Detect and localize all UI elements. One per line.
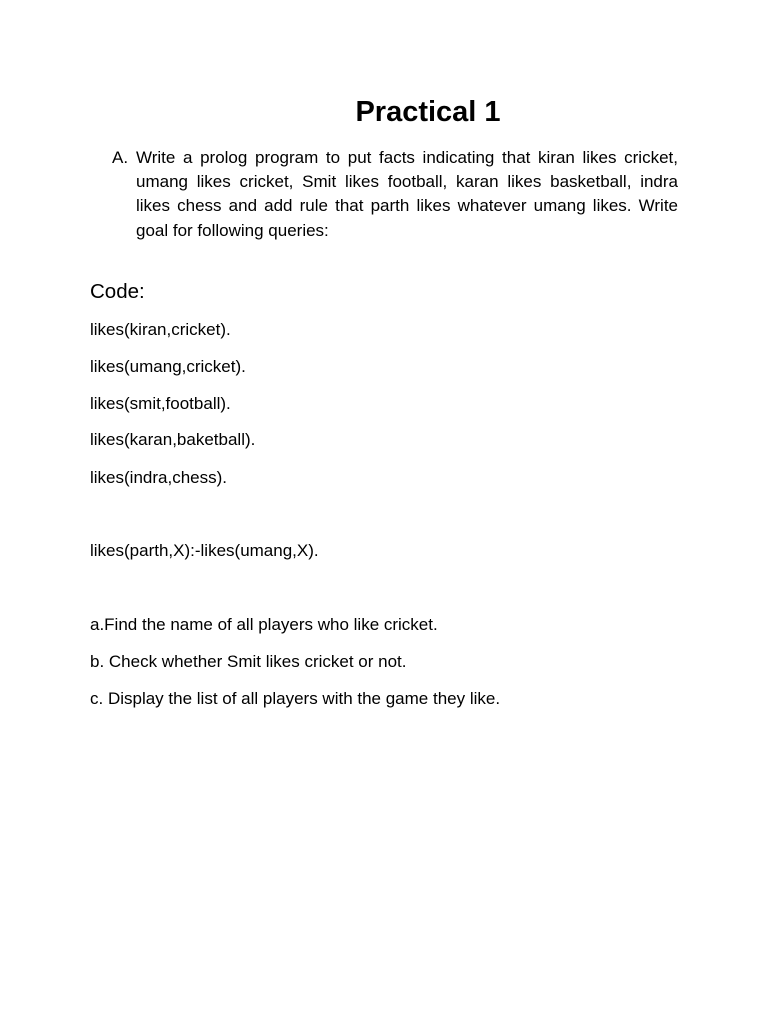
code-fact-line: likes(kiran,cricket). — [90, 320, 231, 339]
code-fact-line: likes(karan,baketball). — [90, 430, 256, 449]
list-marker: A. — [112, 148, 129, 167]
code-fact-line: likes(smit,football). — [90, 394, 231, 413]
page-title: Practical 1 — [355, 96, 501, 128]
code-fact-line: likes(indra,chess). — [90, 468, 227, 487]
query-item: a.Find the name of all players who like cricket. — [90, 615, 438, 634]
query-item: c. Display the list of all players with the game they like. — [90, 689, 501, 708]
code-fact-line: likes(umang,cricket). — [90, 357, 246, 376]
code-heading: Code: — [90, 280, 145, 303]
question-text: Write a prolog program to put facts indicating that kiran likes cricket, umang likes cricket, Smit likes football, karan likes basketball, indra likes chess and add rule that parth likes whatever umang likes. Write goal for following queries: — [136, 148, 678, 240]
code-rule-line: likes(parth,X):-likes(umang,X). — [90, 541, 319, 560]
question-a — [112, 146, 678, 243]
query-item: b. Check whether Smit likes cricket or not. — [90, 652, 407, 671]
